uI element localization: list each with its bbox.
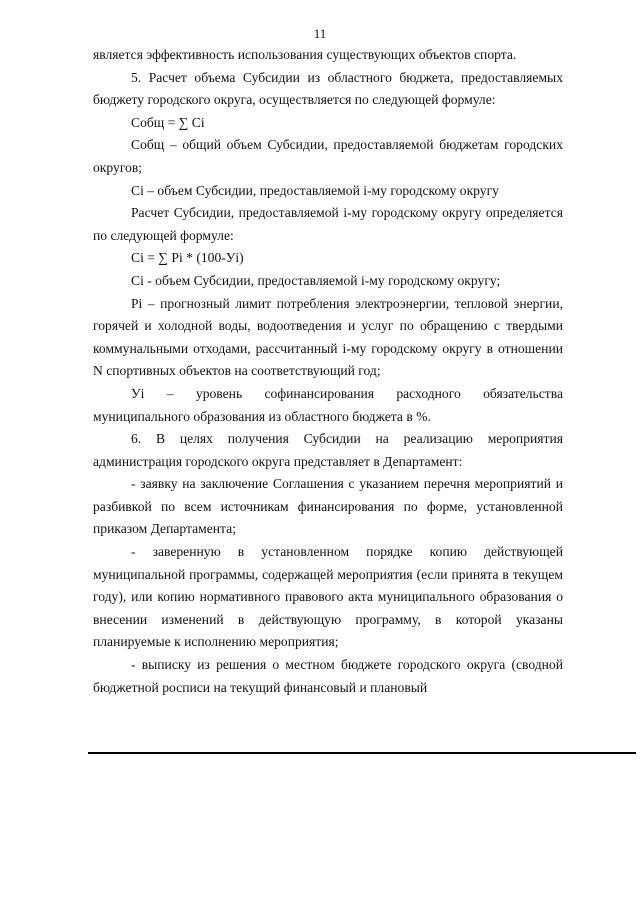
page-number: 11 bbox=[313, 26, 327, 41]
list-item-program-copy: - заверенную в установленном порядке копию действующей муниципальной программы, содержащей мероприятия (если принята в текущем году), или копию нормативного правового акта муниципального образования о внесении изменений в действующую программу, в которой указаны планируемые к исполнению мероприятия; bbox=[93, 544, 563, 650]
page-bottom-divider bbox=[88, 752, 636, 754]
definition-total: Собщ – общий объем Субсидии, предоставляемой бюджетам городских округов; bbox=[93, 137, 563, 175]
formula-total: Собщ = ∑ Ci bbox=[131, 114, 205, 130]
paragraph-calc: Расчет Субсидии, предоставляемой i-му городскому округу определяется по следующей формуле: bbox=[93, 205, 563, 243]
definition-ci: Ci – объем Субсидии, предоставляемой i-му городскому округу bbox=[131, 182, 499, 198]
definition-ci-2: Ci - объем Субсидии, предоставляемой i-му городскому округу; bbox=[131, 272, 501, 288]
list-item-budget-extract: - выписку из решения о местном бюджете городского округа (сводной бюджетной росписи на текущий финансовый и плановый bbox=[93, 657, 563, 695]
definition-yi: Уi – уровень софинансирования расходного обязательства муниципального образования из областного бюджета в %. bbox=[93, 385, 563, 424]
paragraph-continuation: является эффективность использования существующих объектов спорта. bbox=[93, 47, 517, 62]
document-body bbox=[93, 44, 563, 699]
list-item-application: - заявку на заключение Соглашения с указанием перечня мероприятий и разбивкой по всем источникам финансирования по форме, установленной приказом Департамента; bbox=[93, 476, 563, 537]
paragraph-item-5: 5. Расчет объема Субсидии из областного бюджета, предоставляемых бюджету городского округа, осуществляется по следующей формуле: bbox=[93, 69, 563, 108]
formula-ci: Ci = ∑ Pi * (100-Уi) bbox=[131, 250, 244, 266]
paragraph-item-6: 6. В целях получения Субсидии на реализацию мероприятия администрация городского округа представляет в Департамент: bbox=[93, 431, 563, 469]
definition-pi: Pi – прогнозный лимит потребления электроэнергии, тепловой энергии, горячей и холодной воды, водоотведения и услуг по обращению с твердыми коммунальными отходами, рассчитанный i-му городскому округу в отношении N спортивных объектов на соответствующий год; bbox=[93, 295, 563, 379]
